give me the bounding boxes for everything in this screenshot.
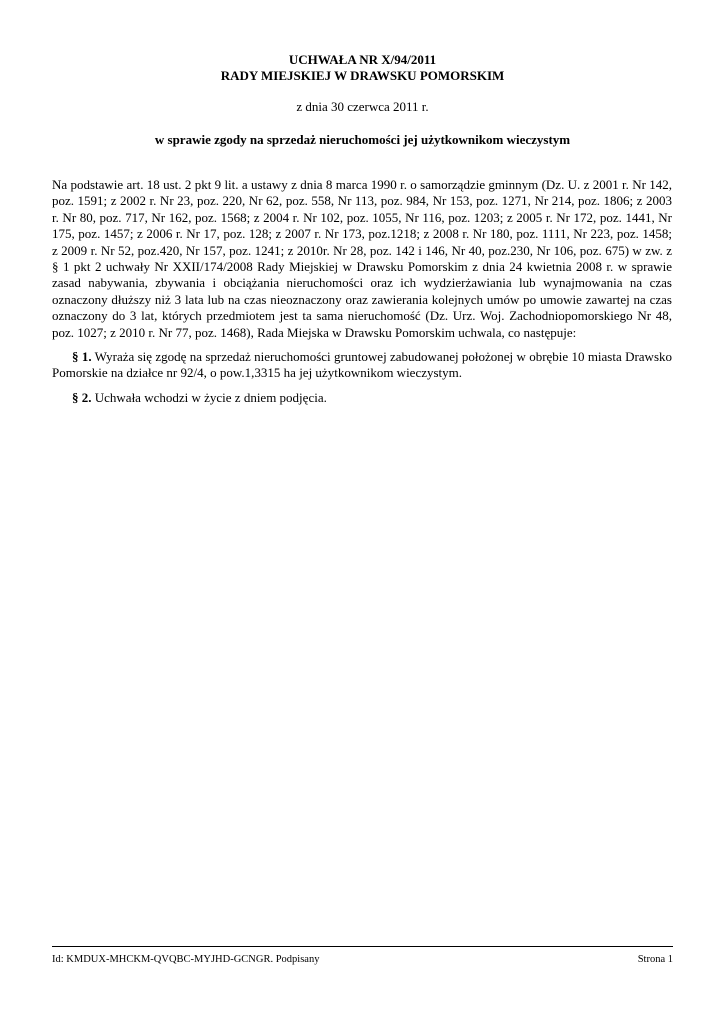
document-id: Id: KMDUX-MHCKM-QVQBC-MYJHD-GCNGR. Podpisany (52, 954, 320, 965)
paragraph-1-mark: § 1. (72, 349, 92, 365)
document-body (52, 177, 672, 414)
page-footer (52, 953, 673, 966)
resolution-title: UCHWAŁA NR X/94/2011 (288, 52, 437, 67)
resolution-header (0, 52, 725, 84)
paragraph-2 (52, 390, 672, 406)
page-number: Strona 1 (637, 954, 673, 965)
paragraph-1-text: Wyraża się zgodę na sprzedaż nieruchomości gruntowej zabudowanej położonej w obrębie 10 miasta Drawsko Pomorskie na działce nr 92/4, o pow.1,3315 ha jej użytkownikom wieczystym. (52, 349, 673, 381)
paragraph-1 (52, 349, 672, 382)
resolution-subject: w sprawie zgody na sprzedaż nieruchomości jej użytkownikom wieczystym (154, 132, 571, 147)
council-name: RADY MIEJSKIEJ W DRAWSKU POMORSKIM (220, 68, 505, 83)
paragraph-2-text: Uchwała wchodzi w życie z dniem podjęcia. (94, 389, 327, 405)
paragraph-2-mark: § 2. (72, 389, 92, 405)
resolution-date: z dnia 30 czerwca 2011 r. (296, 99, 429, 114)
preamble-paragraph: Na podstawie art. 18 ust. 2 pkt 9 lit. a ustawy z dnia 8 marca 1990 r. o samorządzie gminnym (Dz. U. z 2001 r. Nr 142, poz. 1591; z 2002 r. Nr 23, poz. 220, Nr 62, poz. 558, Nr 113, poz. 984, Nr 153, poz. 1271, Nr 214, poz. 1806; z 2003 r. Nr 80, poz. 717, Nr 162, poz. 1568; z 2004 r. Nr 102, poz. 1055, Nr 116, poz. 1203; z 2005 r. Nr 172, poz. 1441, Nr 175, poz. 1457; z 2006 r. Nr 17, poz. 128; z 2007 r. Nr 173, poz.1218; z 2008 r. Nr 180, poz. 1111, Nr 223, poz. 1458; z 2009 r. Nr 52, poz.420, Nr 157, poz. 1241; z 2010r. Nr 28, poz. 142 i 146, Nr 40, poz.230, Nr 106, poz. 675) w zw. z § 1 pkt 2 uchwały Nr XXII/174/2008 Rady Miejskiej w Drawsku Pomorskim z dnia 24 kwietnia 2008 r. w sprawie zasad nabywania, zbywania i obciążania nieruchomości oraz ich wydzierżawiania lub wynajmowania na czas oznaczony dłuższy niż 3 lata lub na czas nieoznaczony oraz zawierania kolejnych umów po umowie zawartej na czas oznaczony do 3 lat, których przedmiotem jest ta sama nieruchomość (Dz. Urz. Woj. Zachodniopomorskiego Nr 48, poz. 1027; z 2010 r. Nr 77, poz. 1468), Rada Miejska w Drawsku Pomorskim uchwala, co następuje: (52, 177, 672, 340)
footer-divider (52, 946, 673, 947)
